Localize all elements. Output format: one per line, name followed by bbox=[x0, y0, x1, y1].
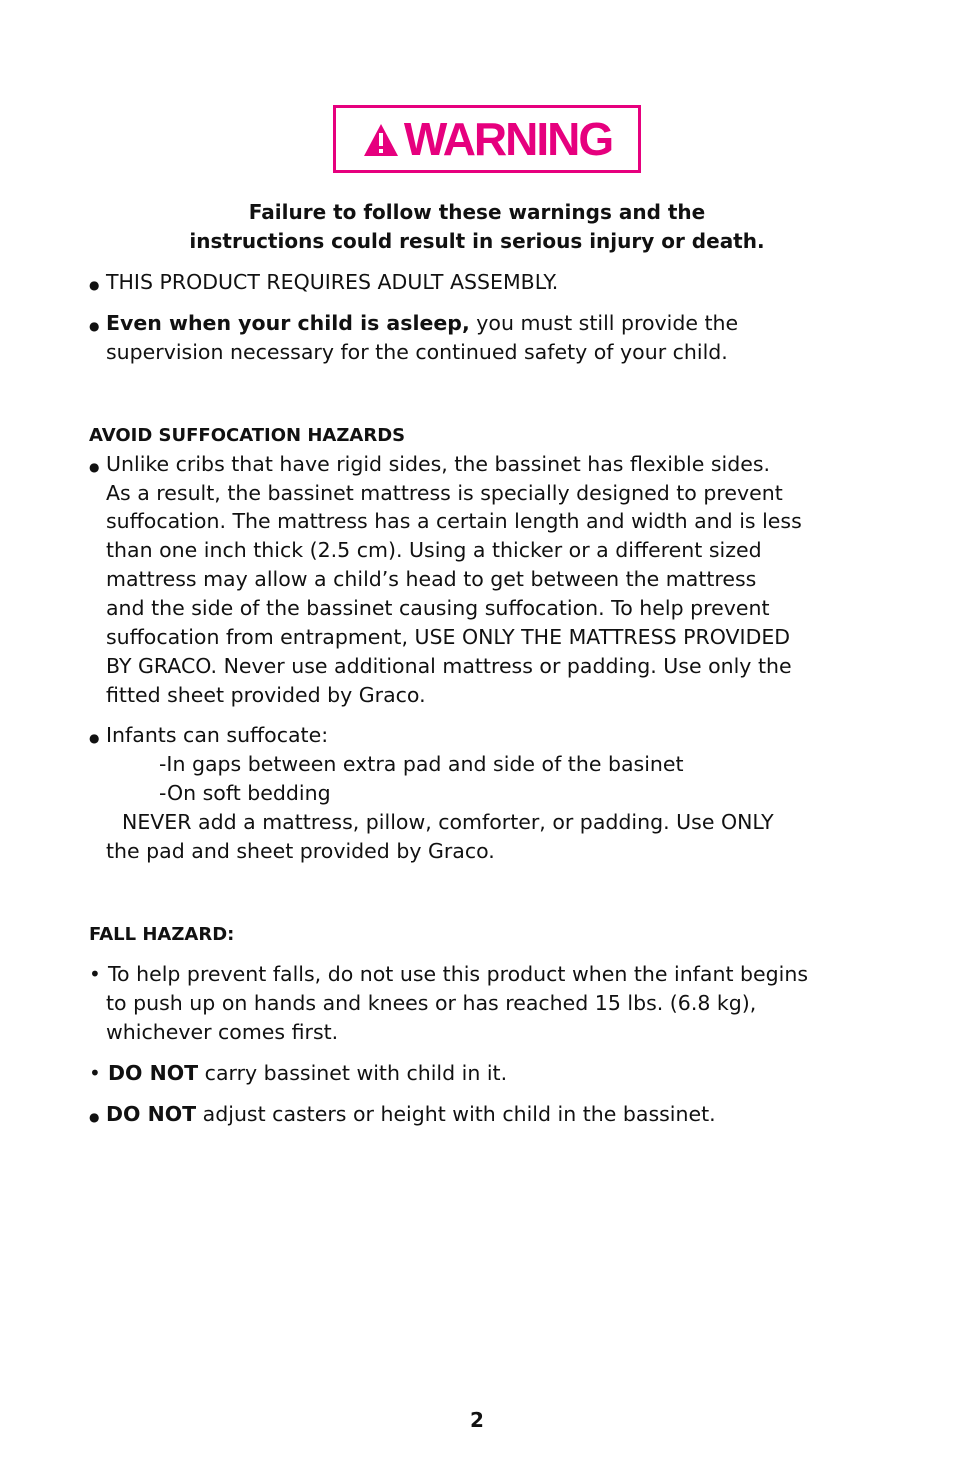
cribs-line: BY GRACO. Never use additional mattress or padding. Use only the bbox=[106, 654, 792, 678]
bullet-dot: • bbox=[89, 1061, 101, 1085]
asleep-line-2: supervision necessary for the continued safety of your child. bbox=[106, 340, 728, 364]
cribs-line: and the side of the bassinet causing suffocation. To help prevent bbox=[106, 596, 770, 620]
bullet-dot: ● bbox=[89, 278, 100, 292]
falls-line: whichever comes first. bbox=[106, 1020, 339, 1044]
casters-bold: DO NOT bbox=[106, 1102, 197, 1126]
infants-item: -In gaps between extra pad and side of the basinet bbox=[159, 752, 684, 776]
carry-rest: carry bassinet with child in it. bbox=[198, 1061, 508, 1085]
warning-banner bbox=[333, 105, 641, 173]
carry-bold: DO NOT bbox=[108, 1061, 199, 1085]
never-line-2: the pad and sheet provided by Graco. bbox=[106, 839, 495, 863]
bullet-dot: ● bbox=[89, 319, 100, 333]
carry-line bbox=[108, 1059, 507, 1088]
suffocation-heading: AVOID SUFFOCATION HAZARDS bbox=[89, 425, 406, 446]
falls-line: To help prevent falls, do not use this product when the infant begins bbox=[108, 962, 809, 986]
asleep-rest: you must still provide the bbox=[469, 311, 739, 335]
warning-triangle-icon bbox=[362, 122, 400, 158]
assembly-text: THIS PRODUCT REQUIRES ADULT ASSEMBLY. bbox=[106, 270, 559, 294]
casters-line bbox=[106, 1100, 716, 1129]
intro-line-1: Failure to follow these warnings and the bbox=[248, 200, 706, 224]
bullet-dot: ● bbox=[89, 460, 100, 474]
intro-line-2: instructions could result in serious injury or death. bbox=[189, 229, 765, 253]
intro-statement bbox=[0, 198, 954, 256]
fall-heading: FALL HAZARD: bbox=[89, 924, 235, 945]
cribs-line: suffocation from entrapment, USE ONLY THE MATTRESS PROVIDED bbox=[106, 625, 791, 649]
casters-rest: adjust casters or height with child in the bassinet. bbox=[196, 1102, 716, 1126]
warning-title: WARNING bbox=[403, 113, 613, 165]
infants-intro: Infants can suffocate: bbox=[106, 723, 329, 747]
falls-line: to push up on hands and knees or has reached 15 lbs. (6.8 kg), bbox=[106, 991, 757, 1015]
cribs-line: fitted sheet provided by Graco. bbox=[106, 683, 426, 707]
cribs-line: Unlike cribs that have rigid sides, the bassinet has flexible sides. bbox=[106, 452, 771, 476]
bullet-dot: ● bbox=[89, 731, 100, 745]
cribs-line: mattress may allow a child’s head to get between the mattress bbox=[106, 567, 757, 591]
bullet-dot: • bbox=[89, 962, 101, 986]
bullet-dot: ● bbox=[89, 1110, 100, 1124]
never-line-1: NEVER add a mattress, pillow, comforter, or padding. Use ONLY bbox=[122, 810, 774, 834]
asleep-line-1 bbox=[106, 309, 738, 338]
cribs-line: As a result, the bassinet mattress is specially designed to prevent bbox=[106, 481, 783, 505]
cribs-line: than one inch thick (2.5 cm). Using a thicker or a different sized bbox=[106, 538, 762, 562]
asleep-bold: Even when your child is asleep, bbox=[106, 311, 470, 335]
infants-item: -On soft bedding bbox=[159, 781, 331, 805]
cribs-line: suffocation. The mattress has a certain length and width and is less bbox=[106, 509, 802, 533]
page-number: 2 bbox=[470, 1408, 484, 1432]
